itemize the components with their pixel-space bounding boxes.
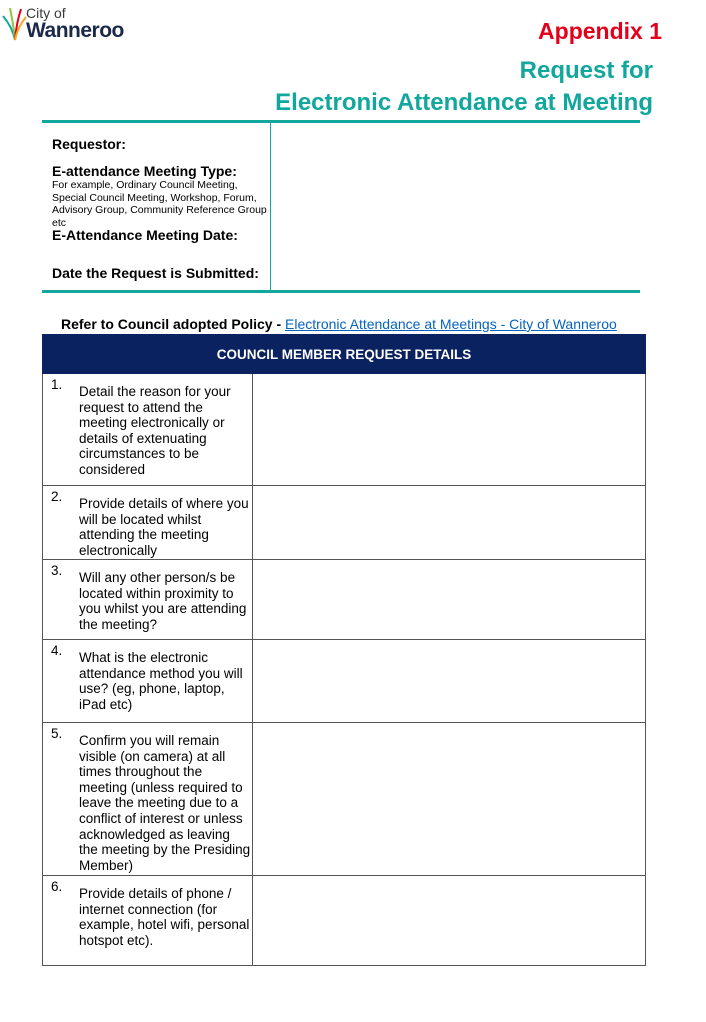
top-divider — [42, 120, 640, 123]
appendix-label: Appendix 1 — [538, 18, 662, 44]
question-number: 4. — [51, 643, 63, 658]
logo-city-text: City of — [26, 5, 66, 21]
question-cell — [43, 374, 253, 486]
question-cell — [43, 876, 253, 966]
table-row — [43, 723, 646, 876]
question-text: Will any other person/s be located within proximity to you whilst you are attending the meeting? — [79, 570, 247, 632]
table-row — [43, 374, 646, 486]
question-text: Provide details of where you will be located whilst attending the meeting electronically — [79, 496, 249, 558]
question-cell — [43, 640, 253, 723]
answer-cell[interactable] — [253, 876, 646, 966]
question-cell — [43, 723, 253, 876]
requestor-label: Requestor: — [52, 136, 126, 152]
question-cell — [43, 560, 253, 640]
policy-link[interactable]: Electronic Attendance at Meetings - City of Wanneroo — [285, 316, 617, 332]
request-date-label: Date the Request is Submitted: — [52, 265, 259, 281]
header-bottom-divider — [42, 290, 640, 293]
question-text: What is the electronic attendance method you will use? (eg, phone, laptop, iPad etc) — [79, 650, 243, 712]
page-title-line1: Request for — [519, 57, 653, 84]
meeting-date-label: E-Attendance Meeting Date: — [52, 227, 238, 243]
table-row — [43, 560, 646, 640]
page-title-line2: Electronic Attendance at Meeting — [275, 89, 653, 116]
answer-cell[interactable] — [253, 374, 646, 486]
question-text: Detail the reason for your request to attend the meeting electronically or details of extenuating circumstances to be considered — [79, 384, 231, 477]
table-heading: COUNCIL MEMBER REQUEST DETAILS — [43, 335, 646, 374]
policy-reference — [61, 316, 617, 332]
table-row — [43, 640, 646, 723]
question-number: 5. — [51, 726, 63, 741]
answer-cell[interactable] — [253, 640, 646, 723]
question-cell — [43, 486, 253, 560]
logo-mark-icon — [2, 2, 28, 42]
answer-cell[interactable] — [253, 560, 646, 640]
table-row — [43, 876, 646, 966]
question-number: 6. — [51, 879, 63, 894]
answer-cell[interactable] — [253, 723, 646, 876]
meeting-type-note: For example, Ordinary Council Meeting, Special Council Meeting, Workshop, Forum, Advisory Group, Community Reference Group etc — [52, 179, 267, 229]
city-logo — [2, 2, 132, 44]
question-text: Provide details of phone / internet connection (for example, hotel wifi, personal hotspot etc). — [79, 886, 250, 948]
request-details-table — [42, 334, 646, 966]
policy-prefix: Refer to Council adopted Policy - — [61, 316, 286, 332]
table-row — [43, 486, 646, 560]
meeting-type-label: E-attendance Meeting Type: — [52, 163, 237, 179]
question-number: 2. — [51, 489, 63, 504]
answer-cell[interactable] — [253, 486, 646, 560]
logo-name-text: Wanneroo — [26, 19, 124, 42]
question-number: 3. — [51, 563, 63, 578]
question-number: 1. — [51, 377, 63, 392]
question-text: Confirm you will remain visible (on camera) at all times throughout the meeting (unless required to leave the meeting due to a conflict of interest or unless acknowledged as leaving the meeting by the Presiding Member) — [79, 733, 251, 873]
